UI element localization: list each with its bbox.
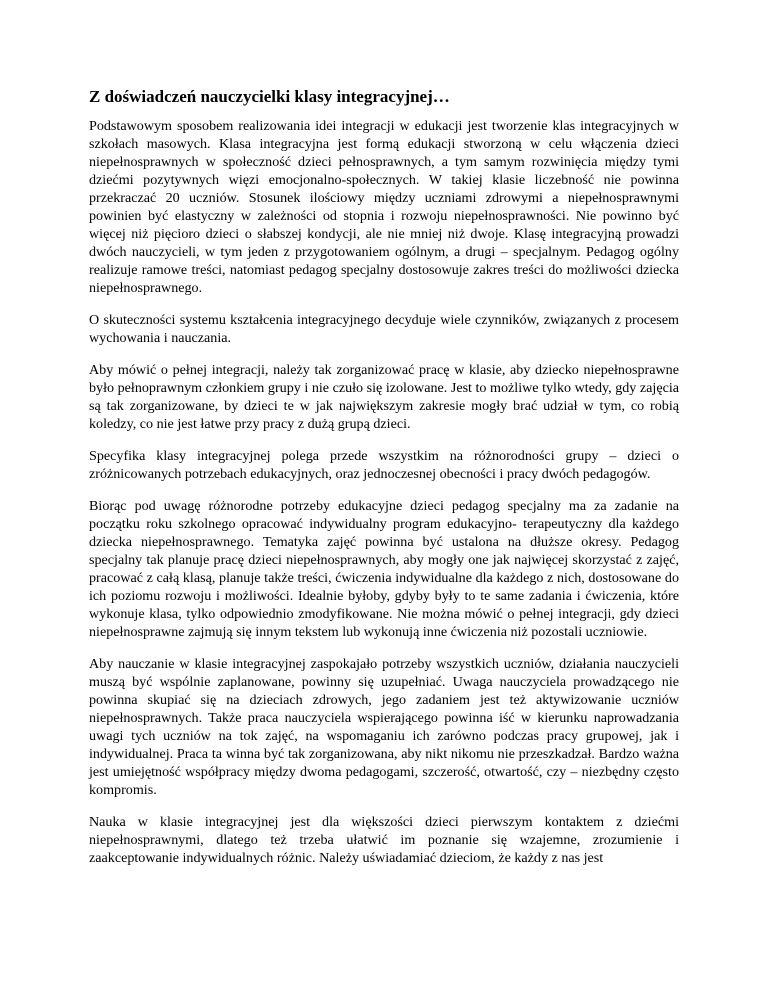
paragraph-3: Aby mówić o pełnej integracji, należy tak zorganizować pracę w klasie, aby dziecko niepełnosprawne było pełnoprawnym członkiem grupy i nie czuło się izolowane. Jest to możliwe tylko wtedy, gdy zajęcia są tak zorganizowane, by dzieci te w jak największym zakresie mogły brać udział w tym, co robią koledzy, co nie jest łatwe przy pracy z dużą grupą dzieci. (89, 362, 679, 432)
paragraph-4: Specyfika klasy integracyjnej polega przede wszystkim na różnorodności grupy – dzieci o zróżnicowanych potrzebach edukacyjnych, oraz jednoczesnej obecności i pracy dwóch pedagogów. (89, 448, 679, 482)
document-body (89, 117, 679, 881)
paragraph-2: O skuteczności systemu kształcenia integracyjnego decyduje wiele czynników, związanych z procesem wychowania i nauczania. (89, 312, 679, 346)
document-title: Z doświadczeń nauczycielki klasy integracyjnej… (89, 87, 450, 106)
paragraph-1: Podstawowym sposobem realizowania idei integracji w edukacji jest tworzenie klas integracyjnych w szkołach masowych. Klasa integracyjna jest formą edukacji stworzoną w celu włączenia dzieci niepełnosprawnych w społeczność dzieci pełnosprawnych, a tym samym rozwinięcia między tymi dziećmi pozytywnych więzi emocjonalno-społecznych. W takiej klasie liczebność nie powinna przekraczać 20 uczniów. Stosunek ilościowy między uczniami zdrowymi a niepełnosprawnymi powinien być elastyczny w zależności od stopnia i rozwoju niepełnosprawności. Nie powinno być więcej niż pięcioro dzieci o słabszej kondycji, ale nie mniej niż dwoje. Klasę integracyjną prowadzi dwóch nauczycieli, w tym jeden z przygotowaniem ogólnym, a drugi – specjalnym. Pedagog ogólny realizuje ramowe treści, natomiast pedagog specjalny dostosowuje zakres treści do możliwości dziecka niepełnosprawnego. (89, 118, 679, 296)
paragraph-6: Aby nauczanie w klasie integracyjnej zaspokajało potrzeby wszystkich uczniów, działania nauczycieli muszą być wspólnie zaplanowane, powinny się uzupełniać. Uwaga nauczyciela prowadzącego nie powinna skupiać się na dzieciach zdrowych, jego zadaniem jest też aktywizowanie uczniów niepełnosprawnych. Także praca nauczyciela wspierającego powinna iść w kierunku naprowadzania uwagi tych uczniów na tok zajęć, na wspomaganiu ich zarówno podczas pracy grupowej, jak i indywidualnej. Praca ta winna być tak zorganizowana, aby nikt nikomu nie przeszkadzał. Bardzo ważna jest umiejętność współpracy między dwoma pedagogami, szczerość, otwartość, czy – niezbędny często kompromis. (89, 656, 679, 798)
paragraph-7: Nauka w klasie integracyjnej jest dla większości dzieci pierwszym kontaktem z dziećmi niepełnosprawnymi, dlatego też trzeba ułatwić im poznanie się wzajemne, zrozumienie i zaakceptowanie indywidualnych różnic. Należy uświadamiać dzieciom, że każdy z nas jest (89, 814, 679, 866)
paragraph-5: Biorąc pod uwagę różnorodne potrzeby edukacyjne dzieci pedagog specjalny ma za zadanie na początku roku szkolnego opracować indywidualny program edukacyjno- terapeutyczny dla każdego dziecka niepełnosprawnego. Tematyka zajęć powinna być ustalona na dłuższe okresy. Pedagog specjalny tak planuje pracę dzieci niepełnosprawnych, aby mogły one jak najwięcej skorzystać z zajęć, pracować z całą klasą, planuje także treści, ćwiczenia indywidualne dla każdego z nich, dostosowane do ich poziomu rozwoju i możliwości. Idealnie byłoby, gdyby były to te same zadania i ćwiczenia, które wykonuje klasa, tylko odpowiednio zmodyfikowane. Nie można mówić o pełnej integracji, gdy dzieci niepełnosprawne zajmują się innym tekstem lub wykonują inne ćwiczenia niż pozostali uczniowie. (89, 498, 679, 640)
